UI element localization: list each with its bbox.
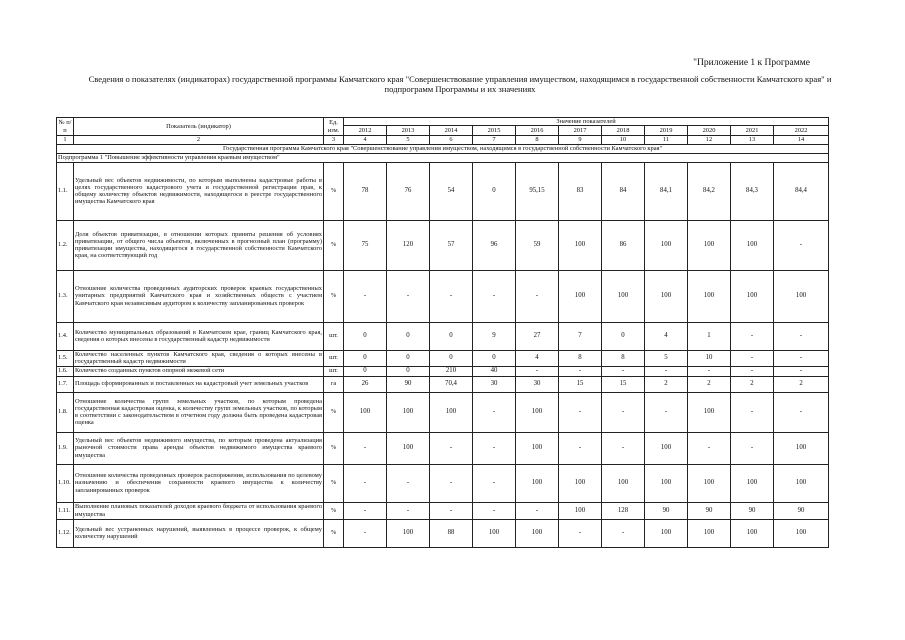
table-row — [57, 366, 829, 376]
subprogram-row: Подпрограмма 1 "Повышение эффективности управления краевым имуществом" — [57, 153, 829, 162]
value-cell: - — [559, 432, 602, 464]
value-cell: 100 — [559, 270, 602, 322]
unit-cell: % — [324, 270, 344, 322]
value-cell: - — [430, 464, 473, 502]
header-year: 2020 — [688, 126, 731, 136]
value-cell: 96 — [473, 220, 516, 270]
value-cell: 100 — [516, 392, 559, 432]
unit-cell: % — [324, 432, 344, 464]
value-cell: - — [602, 432, 645, 464]
value-cell: 7 — [559, 322, 602, 350]
unit-cell: % — [324, 220, 344, 270]
indicator-name: Количество созданных пунктов опорной межевой сети — [74, 366, 324, 376]
unit-cell: % — [324, 502, 344, 519]
value-cell: 59 — [516, 220, 559, 270]
value-cell: - — [344, 270, 387, 322]
column-number: 7 — [473, 136, 516, 144]
header-year: 2014 — [430, 126, 473, 136]
unit-cell: шт. — [324, 350, 344, 366]
column-number: 13 — [731, 136, 774, 144]
value-cell: - — [473, 432, 516, 464]
value-cell: 30 — [473, 376, 516, 392]
value-cell: 27 — [516, 322, 559, 350]
value-cell: 100 — [688, 220, 731, 270]
value-cell: 1 — [688, 322, 731, 350]
header-year: 2018 — [602, 126, 645, 136]
row-number: 1.6. — [57, 366, 74, 376]
value-cell: - — [473, 270, 516, 322]
value-cell: 57 — [430, 220, 473, 270]
value-cell: 8 — [602, 350, 645, 366]
value-cell: 75 — [344, 220, 387, 270]
indicator-name: Количество муниципальных образований в Камчатском крае, границ Камчатского края, сведения о которых внесены в государственный кадастр недвижимости — [74, 322, 324, 350]
header-indicator: Показатель (индикатор) — [74, 118, 324, 136]
header-num: № п/п — [57, 118, 74, 136]
unit-cell: шт. — [324, 366, 344, 376]
unit-cell: % — [324, 162, 344, 220]
value-cell: 90 — [645, 502, 688, 519]
indicator-name: Площадь сформированных и поставленных на кадастровый учет земельных участков — [74, 376, 324, 392]
value-cell: 100 — [602, 464, 645, 502]
value-cell: 100 — [344, 392, 387, 432]
value-cell: 100 — [473, 519, 516, 547]
column-number: 8 — [516, 136, 559, 144]
column-number: 3 — [324, 136, 344, 144]
value-cell: 90 — [387, 376, 430, 392]
value-cell: - — [473, 392, 516, 432]
row-number: 1.10. — [57, 464, 74, 502]
value-cell: - — [774, 350, 829, 366]
table-row — [57, 464, 829, 502]
value-cell: 100 — [516, 432, 559, 464]
value-cell: - — [516, 270, 559, 322]
value-cell: - — [344, 464, 387, 502]
value-cell: 0 — [387, 322, 430, 350]
value-cell: 100 — [731, 270, 774, 322]
value-cell: 0 — [430, 350, 473, 366]
indicator-name: Удельный вес объектов недвижимости, по которым выполнены кадастровые работы в целях государственного кадастрового учета и государственной регистрации прав, к общему количеству объектов недвижимости, находящегося в реестре государственного имущества Камчатского края — [74, 162, 324, 220]
unit-cell: % — [324, 464, 344, 502]
indicator-name: Отношение количества групп земельных участков, по которым проведена государственная кадастровая оценка, к количеству групп земельных участков, по которым в соответствии с законодательством в отчетном году должна быть проведена кадастровая оценка — [74, 392, 324, 432]
row-number: 1.8. — [57, 392, 74, 432]
table-row — [57, 220, 829, 270]
indicator-name: Количество населенных пунктов Камчатского края, сведения о которых внесены в государственный кадастр недвижимости — [75, 350, 322, 366]
unit-cell: га — [324, 376, 344, 392]
value-cell: 100 — [645, 270, 688, 322]
value-cell: 78 — [344, 162, 387, 220]
document-title: Сведения о показателях (индикаторах) государственной программы Камчатского края "Совершенствование управления имуществом, находящимся в государственной собственности Камчатского края" и подпрограмм Программы и их значениях — [88, 74, 832, 94]
column-number: 10 — [602, 136, 645, 144]
value-cell: - — [344, 519, 387, 547]
value-cell: 100 — [731, 220, 774, 270]
value-cell: 0 — [344, 322, 387, 350]
value-cell: - — [387, 270, 430, 322]
value-cell: 100 — [774, 270, 829, 322]
header-values-group: Значение показателей — [344, 118, 829, 126]
table-row — [57, 270, 829, 322]
value-cell: 100 — [731, 519, 774, 547]
value-cell: - — [774, 322, 829, 350]
value-cell: 90 — [731, 502, 774, 519]
value-cell: 84,3 — [731, 162, 774, 220]
row-number: 1.2. — [57, 220, 74, 270]
value-cell: 0 — [344, 350, 387, 366]
value-cell: - — [387, 464, 430, 502]
row-number: 1.12. — [57, 519, 74, 547]
value-cell: - — [602, 392, 645, 432]
value-cell: 128 — [602, 502, 645, 519]
value-cell: 2 — [645, 376, 688, 392]
program-row: Государственная программа Камчатского края "Совершенствование управления имуществом, находящимся в государственной собственности Камчатского края" — [57, 144, 829, 153]
value-cell: 70,4 — [430, 376, 473, 392]
column-number: 12 — [688, 136, 731, 144]
value-cell: 0 — [430, 322, 473, 350]
value-cell: - — [731, 322, 774, 350]
value-cell: 120 — [387, 220, 430, 270]
value-cell: 100 — [774, 432, 829, 464]
value-cell: - — [602, 519, 645, 547]
indicators-table — [56, 117, 829, 548]
value-cell: 100 — [387, 519, 430, 547]
row-number: 1.5. — [57, 350, 74, 366]
indicator-name: Отношение количества проведенных проверок распоряжения, использования по целевому назначению и обеспечения сохранности краевого имущества к количеству запланированных проверок — [74, 464, 324, 502]
value-cell: 84,4 — [774, 162, 829, 220]
row-number: 1.9. — [57, 432, 74, 464]
table-row — [57, 519, 829, 547]
table-row — [57, 376, 829, 392]
value-cell: 100 — [387, 432, 430, 464]
value-cell: 2 — [774, 376, 829, 392]
value-cell: 2 — [731, 376, 774, 392]
value-cell: 90 — [688, 502, 731, 519]
value-cell: 10 — [688, 350, 731, 366]
value-cell: 100 — [774, 519, 829, 547]
unit-cell: % — [324, 519, 344, 547]
indicator-name: Отношение количества проведенных аудиторских проверок краевых государственных унитарных предприятий Камчатского края и хозяйственных обществ с участием Камчатского края независимым аудитором к количеству запланированных проверок — [74, 270, 324, 322]
value-cell: 100 — [645, 464, 688, 502]
value-cell: - — [688, 366, 731, 376]
value-cell: 54 — [430, 162, 473, 220]
table-row — [57, 432, 829, 464]
unit-cell: % — [324, 392, 344, 432]
header-year: 2013 — [387, 126, 430, 136]
value-cell: 100 — [559, 220, 602, 270]
header-year: 2012 — [344, 126, 387, 136]
value-cell: - — [430, 432, 473, 464]
value-cell: 100 — [645, 519, 688, 547]
value-cell: - — [559, 519, 602, 547]
value-cell: - — [645, 366, 688, 376]
column-number: 6 — [430, 136, 473, 144]
value-cell: 100 — [688, 392, 731, 432]
value-cell: 100 — [516, 464, 559, 502]
value-cell: 2 — [688, 376, 731, 392]
value-cell: 100 — [516, 519, 559, 547]
value-cell: - — [731, 366, 774, 376]
value-cell: - — [516, 502, 559, 519]
value-cell: - — [774, 392, 829, 432]
value-cell: - — [344, 502, 387, 519]
table-row — [57, 350, 829, 366]
table-row — [57, 322, 829, 350]
value-cell: - — [774, 220, 829, 270]
value-cell: - — [731, 432, 774, 464]
table-row — [57, 502, 829, 519]
header-unit: Ед. изм. — [324, 118, 344, 136]
value-cell: 0 — [473, 162, 516, 220]
value-cell: 86 — [602, 220, 645, 270]
value-cell: 15 — [559, 376, 602, 392]
value-cell: - — [645, 392, 688, 432]
value-cell: - — [430, 502, 473, 519]
value-cell: - — [602, 366, 645, 376]
value-cell: 84,1 — [645, 162, 688, 220]
value-cell: 30 — [516, 376, 559, 392]
column-number: 2 — [74, 136, 324, 144]
value-cell: 84,2 — [688, 162, 731, 220]
row-number: 1.4. — [57, 322, 74, 350]
value-cell: 100 — [731, 464, 774, 502]
value-cell: - — [559, 392, 602, 432]
value-cell: 100 — [559, 502, 602, 519]
value-cell: 100 — [774, 464, 829, 502]
value-cell: - — [387, 502, 430, 519]
column-number: 11 — [645, 136, 688, 144]
value-cell: 8 — [559, 350, 602, 366]
value-cell: - — [344, 432, 387, 464]
value-cell: 0 — [602, 322, 645, 350]
column-number: 9 — [559, 136, 602, 144]
value-cell: - — [731, 350, 774, 366]
indicator-name: Удельный вес устраненных нарушений, выявленных в процессе проверок, к общему количеству нарушений — [74, 519, 324, 547]
appendix-label: "Приложение 1 к Программе — [693, 58, 810, 68]
unit-cell: шт. — [324, 322, 344, 350]
value-cell: 100 — [688, 464, 731, 502]
value-cell: 88 — [430, 519, 473, 547]
column-number: 1 — [57, 136, 74, 144]
value-cell: - — [473, 502, 516, 519]
value-cell: 100 — [688, 519, 731, 547]
row-number: 1.1. — [57, 162, 74, 220]
value-cell: 210 — [430, 366, 473, 376]
header-year: 2016 — [516, 126, 559, 136]
value-cell: 9 — [473, 322, 516, 350]
indicator-name: Доля объектов приватизации, в отношении которых приняты решения об условиях приватизации, от общего числа объектов, включенных в прогнозный план (программу) приватизации имущества, находящегося в государственной собственности Камчатского края, на соответствующий год — [74, 220, 324, 270]
value-cell: - — [516, 366, 559, 376]
indicator-name: Удельный вес объектов недвижимого имущества, по которым проведена актуализация рыночной стоимости права аренды объектов недвижимого имущества краевого имущества — [74, 432, 324, 464]
value-cell: - — [774, 366, 829, 376]
value-cell: 84 — [602, 162, 645, 220]
column-number: 5 — [387, 136, 430, 144]
row-number: 1.3. — [57, 270, 74, 322]
value-cell: 15 — [602, 376, 645, 392]
value-cell: - — [559, 366, 602, 376]
value-cell: - — [430, 270, 473, 322]
value-cell: 100 — [430, 392, 473, 432]
value-cell: 76 — [387, 162, 430, 220]
column-number: 4 — [344, 136, 387, 144]
value-cell: - — [731, 392, 774, 432]
value-cell: 40 — [473, 366, 516, 376]
value-cell: 4 — [516, 350, 559, 366]
header-year: 2015 — [473, 126, 516, 136]
value-cell: 0 — [473, 350, 516, 366]
header-year: 2021 — [731, 126, 774, 136]
row-number: 1.11. — [57, 502, 74, 519]
value-cell: 95,15 — [516, 162, 559, 220]
row-number: 1.7. — [57, 376, 74, 392]
value-cell: 26 — [344, 376, 387, 392]
value-cell: 100 — [688, 270, 731, 322]
value-cell: 100 — [645, 220, 688, 270]
value-cell: 100 — [645, 432, 688, 464]
header-year: 2017 — [559, 126, 602, 136]
value-cell: - — [688, 432, 731, 464]
value-cell: 4 — [645, 322, 688, 350]
value-cell: 100 — [602, 270, 645, 322]
value-cell: 90 — [774, 502, 829, 519]
value-cell: 100 — [387, 392, 430, 432]
header-year: 2022 — [774, 126, 829, 136]
column-number: 14 — [774, 136, 829, 144]
value-cell: - — [473, 464, 516, 502]
table-row — [57, 162, 829, 220]
value-cell: 100 — [559, 464, 602, 502]
value-cell: 5 — [645, 350, 688, 366]
value-cell: 0 — [387, 350, 430, 366]
indicator-name: Выполнение плановых показателей доходов краевого бюджета от использования краевого имущества — [75, 503, 322, 518]
value-cell: 83 — [559, 162, 602, 220]
value-cell: 0 — [344, 366, 387, 376]
header-year: 2019 — [645, 126, 688, 136]
value-cell: 0 — [387, 366, 430, 376]
table-row — [57, 392, 829, 432]
